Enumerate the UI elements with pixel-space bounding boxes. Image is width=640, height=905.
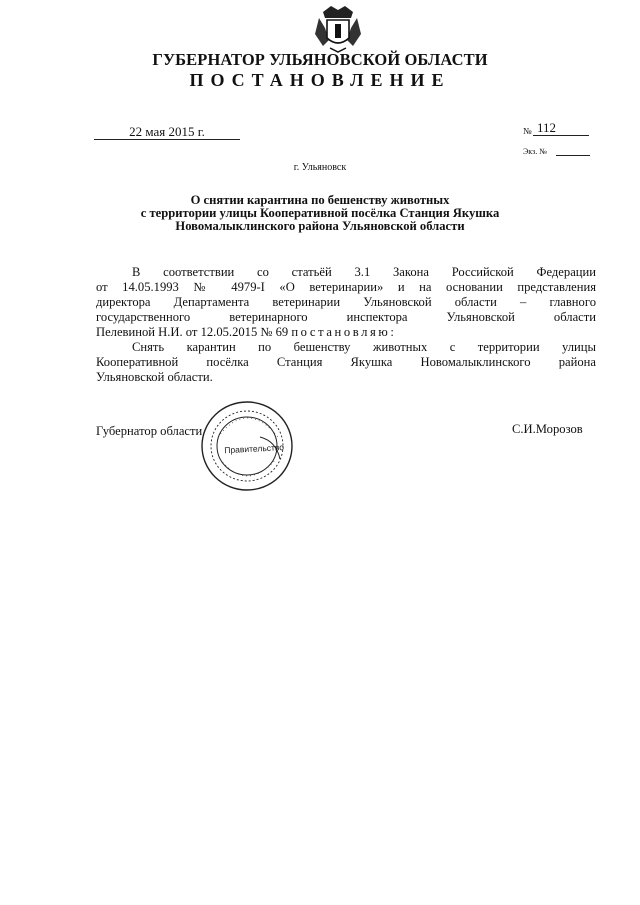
signatory-name: С.И.Морозов: [512, 422, 583, 436]
body-line: Ульяновской области.: [96, 370, 213, 384]
organization-heading: ГУБЕРНАТОР УЛЬЯНОВСКОЙ ОБЛАСТИ: [152, 50, 488, 69]
document-date: 22 мая 2015 г.: [94, 124, 240, 140]
body-line: [96, 325, 596, 340]
document-title: [0, 194, 640, 233]
body-line: от 14.05.1993 № 4979-I «О ветеринарии» и на основании представления: [96, 280, 596, 294]
body-line: директора Департамента ветеринарии Ульяновской области – главного: [96, 295, 596, 309]
copy-number-line: [556, 155, 590, 156]
title-line: с территории улицы Кооперативной посёлка Станция Якушка: [140, 206, 500, 220]
copy-number-label: Экз. №: [523, 147, 547, 156]
body-line: государственного ветеринарного инспектора Ульяновской области: [96, 310, 596, 324]
body-line: Снять карантин по бешенству животных с территории улицы: [132, 340, 596, 354]
stamp-text: Правительство: [224, 442, 285, 456]
decree-word: постановляю:: [291, 325, 397, 339]
body-line-text: Пелевиной Н.И. от 12.05.2015 № 69: [96, 325, 289, 339]
official-stamp: [198, 397, 296, 495]
document-type-heading: ПОСТАНОВЛЕНИЕ: [189, 70, 451, 90]
document-number: 112: [533, 120, 589, 136]
title-line: О снятии карантина по бешенству животных: [190, 193, 450, 207]
body-line: В соответствии со статьёй 3.1 Закона Российской Федерации: [132, 265, 596, 279]
body-line: Кооперативной посёлка Станция Якушка Новомалыклинского района: [96, 355, 596, 369]
title-line: Новомалыклинского района Ульяновской области: [175, 219, 465, 233]
coat-of-arms-icon: [313, 4, 363, 54]
city-label: г. Ульяновск: [293, 162, 347, 173]
signatory-position: Губернатор области: [96, 424, 203, 438]
number-prefix: №: [523, 126, 532, 136]
document-body: [96, 265, 596, 385]
